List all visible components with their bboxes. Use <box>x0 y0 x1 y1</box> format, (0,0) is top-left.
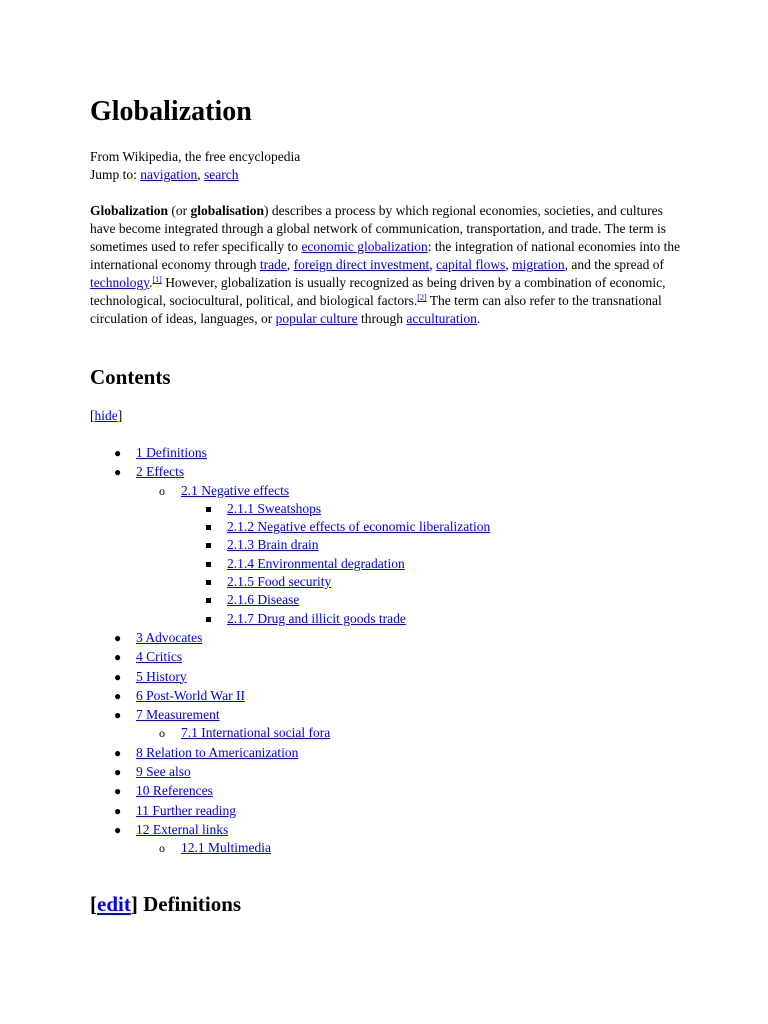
disc-bullet-icon: ● <box>114 803 122 818</box>
bold-term-alt: globalisation <box>190 203 265 218</box>
disc-bullet-icon: ● <box>114 446 122 460</box>
toc-link-external-links[interactable]: 12 External links <box>136 821 229 837</box>
toc-link-multimedia[interactable]: 12.1 Multimedia <box>181 840 271 856</box>
disc-bullet-icon: ● <box>114 688 122 703</box>
disc-bullet-icon: ● <box>114 745 122 760</box>
table-of-contents <box>90 444 690 858</box>
square-bullet-icon <box>206 617 211 622</box>
disc-bullet-icon: ● <box>114 765 122 780</box>
disc-bullet-icon: ● <box>114 669 122 684</box>
toc-link-references[interactable]: 10 References <box>136 783 213 799</box>
toc-link-food-security[interactable]: 2.1.5 Food security <box>227 574 332 590</box>
section-heading-definitions: [edit] Definitions <box>90 892 242 916</box>
contents-heading: Contents <box>90 365 171 389</box>
toc-link-economic-liberalization[interactable]: 2.1.2 Negative effects of economic liberalization <box>227 519 491 535</box>
toc-item <box>90 629 690 647</box>
toc-item <box>90 782 690 800</box>
toc-item <box>90 744 690 762</box>
toc-item <box>90 444 690 462</box>
migration-link[interactable]: migration <box>512 257 565 272</box>
square-bullet-icon <box>206 580 211 585</box>
foreign-direct-investment-link[interactable]: foreign direct investment <box>293 257 430 272</box>
toc-link-see-also[interactable]: 9 See also <box>136 764 191 780</box>
toc-item <box>90 648 690 666</box>
toc-link-negative-effects[interactable]: 2.1 Negative effects <box>181 482 290 498</box>
toc-link-further-reading[interactable]: 11 Further reading <box>136 802 236 818</box>
toc-item <box>90 668 690 686</box>
bold-term: Globalization <box>90 203 169 218</box>
toc-link-history[interactable]: 5 History <box>136 668 187 684</box>
toc-link-social-fora[interactable]: 7.1 International social fora <box>181 725 331 741</box>
toc-link-sweatshops[interactable]: 2.1.1 Sweatshops <box>227 500 322 516</box>
disc-bullet-icon: ● <box>114 630 122 645</box>
toc-toggle: [hide] <box>90 408 123 423</box>
popular-culture-link[interactable]: popular culture <box>275 311 358 326</box>
edit-section-link[interactable]: edit <box>97 892 131 916</box>
square-bullet-icon <box>206 525 211 530</box>
toc-link-post-ww2[interactable]: 6 Post-World War II <box>136 687 245 703</box>
trade-link[interactable]: trade <box>259 257 287 272</box>
reference-2-link[interactable]: [2] <box>417 293 427 302</box>
toc-link-brain-drain[interactable]: 2.1.3 Brain drain <box>227 537 319 553</box>
square-bullet-icon <box>206 543 211 548</box>
page-title: Globalization <box>90 96 252 127</box>
section-title: Definitions <box>137 892 242 916</box>
toc-item <box>90 573 690 591</box>
reference-1-link[interactable]: [1] <box>152 275 162 284</box>
circle-bullet-icon: o <box>159 841 165 856</box>
intro-paragraph: Globalization (or globalisation) describes a process by which regional economies, societies, and cultures have become integrated through a global network of communication, transportation, and trade. The term is sometimes used to refer specifically to economic globalization: the integration of national economies into the international economy through trade, foreign direct investment, capital flows, migration, and the spread of technology.[1] However, globalization is usually recognized as being driven by a combination of economic, technological, sociocultural, political, and biological factors.[2] The term can also refer to the transnational circulation of ideas, languages, or popular culture through acculturation. <box>90 203 681 326</box>
acculturation-link[interactable]: acculturation <box>406 311 477 326</box>
circle-bullet-icon: o <box>159 483 165 498</box>
toc-item <box>90 610 690 628</box>
toc-link-environmental-degradation[interactable]: 2.1.4 Environmental degradation <box>227 555 405 571</box>
toc-item <box>90 706 690 724</box>
toc-link-measurement[interactable]: 7 Measurement <box>136 707 220 723</box>
toc-link-critics[interactable]: 4 Critics <box>136 649 183 665</box>
toc-item <box>90 763 690 781</box>
disc-bullet-icon: ● <box>114 784 122 799</box>
from-line: From Wikipedia, the free encyclopedia <box>90 149 301 164</box>
toc-link-drug-trade[interactable]: 2.1.7 Drug and illicit goods trade <box>227 610 406 626</box>
disc-bullet-icon: ● <box>114 708 122 723</box>
toc-item <box>90 536 690 554</box>
toc-item <box>90 821 690 839</box>
hide-toc-link[interactable]: hide <box>94 408 118 423</box>
toc-item <box>90 518 690 536</box>
toc-item <box>90 802 690 820</box>
disc-bullet-icon: ● <box>114 822 122 837</box>
disc-bullet-icon: ● <box>114 465 122 480</box>
site-subtitle <box>90 148 300 184</box>
jump-to-label: Jump to: <box>90 167 141 182</box>
toc-item <box>90 500 690 518</box>
toc-item <box>90 463 690 481</box>
circle-bullet-icon: o <box>159 726 165 741</box>
economic-globalization-link[interactable]: economic globalization <box>301 239 428 254</box>
square-bullet-icon <box>206 507 211 512</box>
toc-item <box>90 591 690 609</box>
toc-link-americanization[interactable]: 8 Relation to Americanization <box>136 744 299 760</box>
disc-bullet-icon: ● <box>114 650 122 665</box>
square-bullet-icon <box>206 562 211 567</box>
toc-item <box>90 482 690 500</box>
toc-link-definitions[interactable]: 1 Definitions <box>136 445 207 460</box>
toc-item <box>90 724 690 742</box>
jump-to-line: Jump to: navigation, search <box>90 167 239 182</box>
search-link[interactable]: search <box>204 167 239 182</box>
toc-item <box>90 839 690 857</box>
toc-link-disease[interactable]: 2.1.6 Disease <box>227 592 300 608</box>
toc-link-advocates[interactable]: 3 Advocates <box>136 629 203 645</box>
toc-link-effects[interactable]: 2 Effects <box>136 464 185 480</box>
technology-link[interactable]: technology <box>90 275 150 290</box>
toc-item <box>90 687 690 705</box>
navigation-link[interactable]: navigation <box>140 167 198 182</box>
toc-item <box>90 555 690 573</box>
capital-flows-link[interactable]: capital flows <box>436 257 506 272</box>
square-bullet-icon <box>206 598 211 603</box>
